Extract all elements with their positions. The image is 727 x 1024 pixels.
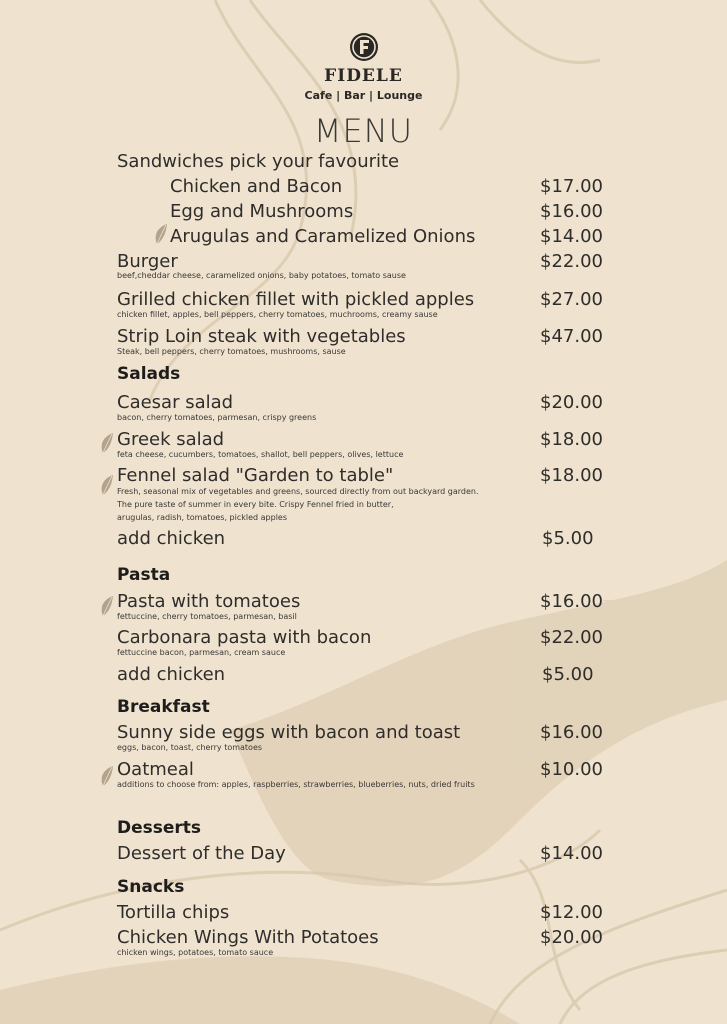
menu-item-name: Chicken Wings With Potatoes [117,927,379,948]
addon-name: add chicken [117,528,226,549]
menu-item-name: Fennel salad "Garden to table" [117,465,394,486]
menu-item-price: $22.00 [540,251,603,272]
menu-item-price: $16.00 [540,722,603,743]
menu-item-description: The pure taste of summer in every bite. Crispy Fennel fried in butter, [117,500,394,509]
brand-name: FIDELE [324,66,403,86]
menu-item-name: Grilled chicken fillet with pickled apples [117,289,475,310]
menu-item-name: Caesar salad [117,392,234,413]
menu-item-name: Carbonara pasta with bacon [117,627,372,648]
menu-item-description: feta cheese, cucumbers, tomatoes, shallot, bell peppers, olives, lettuce [117,450,404,459]
menu-item-name: Strip Loin steak with vegetables [117,326,406,347]
menu-item-price: $18.00 [540,429,603,450]
menu-item-name: Pasta with tomatoes [117,591,301,612]
leaf-icon [100,595,114,617]
section-title-breakfast: Breakfast [117,697,210,717]
addon-price: $5.00 [542,664,594,685]
menu-item-description: fettuccine, cherry tomatoes, parmesan, basil [117,612,297,621]
section-title-desserts: Desserts [117,818,202,838]
menu-item-name: Burger [117,251,178,272]
menu-item-price: $14.00 [540,843,603,864]
leaf-icon [100,474,114,496]
menu-item-price: $17.00 [540,176,603,197]
menu-item-name: Dessert of the Day [117,843,286,864]
menu-item-description: chicken wings, potatoes, tomato sauce [117,948,274,957]
leaf-icon [100,765,114,787]
menu-item-price: $20.00 [540,392,603,413]
menu-item-description: beef,cheddar cheese, caramelized onions, baby potatoes, tomato sause [117,271,406,280]
menu-item-name: Egg and Mushrooms [170,201,354,222]
menu-item-price: $18.00 [540,465,603,486]
menu-item-name: Arugulas and Caramelized Onions [170,226,476,247]
section-title-salads: Salads [117,364,181,384]
sandwiches-heading: Sandwiches pick your favourite [117,151,400,172]
leaf-icon [100,432,114,454]
fidele-f-logo-icon [349,32,379,62]
addon-price: $5.00 [542,528,594,549]
menu-item-description: arugulas, radish, tomatoes, pickled apples [117,513,288,522]
menu-item-name: Sunny side eggs with bacon and toast [117,722,461,743]
menu-item-price: $27.00 [540,289,603,310]
menu-item-name: Chicken and Bacon [170,176,343,197]
menu-item-description: chicken fillet, apples, bell peppers, cherry tomatoes, muchrooms, creamy sause [117,310,438,319]
menu-item-description: fettuccine bacon, parmesan, cream sauce [117,648,286,657]
menu-title: MENU [313,112,414,150]
menu-item-price: $10.00 [540,759,603,780]
menu-item-description: Fresh, seasonal mix of vegetables and greens, sourced directly from out backyard garden. [117,487,479,496]
addon-name: add chicken [117,664,226,685]
brand-tagline: Cafe | Bar | Lounge [304,89,423,102]
menu-item-description: Steak, bell peppers, cherry tomatoes, mushrooms, sause [117,347,346,356]
menu-item-description: bacon, cherry tomatoes, parmesan, crispy greens [117,413,317,422]
menu-item-price: $12.00 [540,902,603,923]
menu-item-price: $16.00 [540,591,603,612]
menu-item-price: $47.00 [540,326,603,347]
menu-item-name: Oatmeal [117,759,194,780]
section-title-snacks: Snacks [117,877,185,897]
menu-item-price: $16.00 [540,201,603,222]
menu-item-price: $20.00 [540,927,603,948]
leaf-icon [154,223,168,245]
menu-item-name: Tortilla chips [117,902,230,923]
menu-item-description: eggs, bacon, toast, cherry tomatoes [117,743,263,752]
menu-item-price: $22.00 [540,627,603,648]
section-title-pasta: Pasta [117,565,171,585]
menu-item-description: additions to choose from: apples, raspberries, strawberries, blueberries, nuts, dried fruits [117,780,475,789]
menu-item-price: $14.00 [540,226,603,247]
menu-item-name: Greek salad [117,429,225,450]
